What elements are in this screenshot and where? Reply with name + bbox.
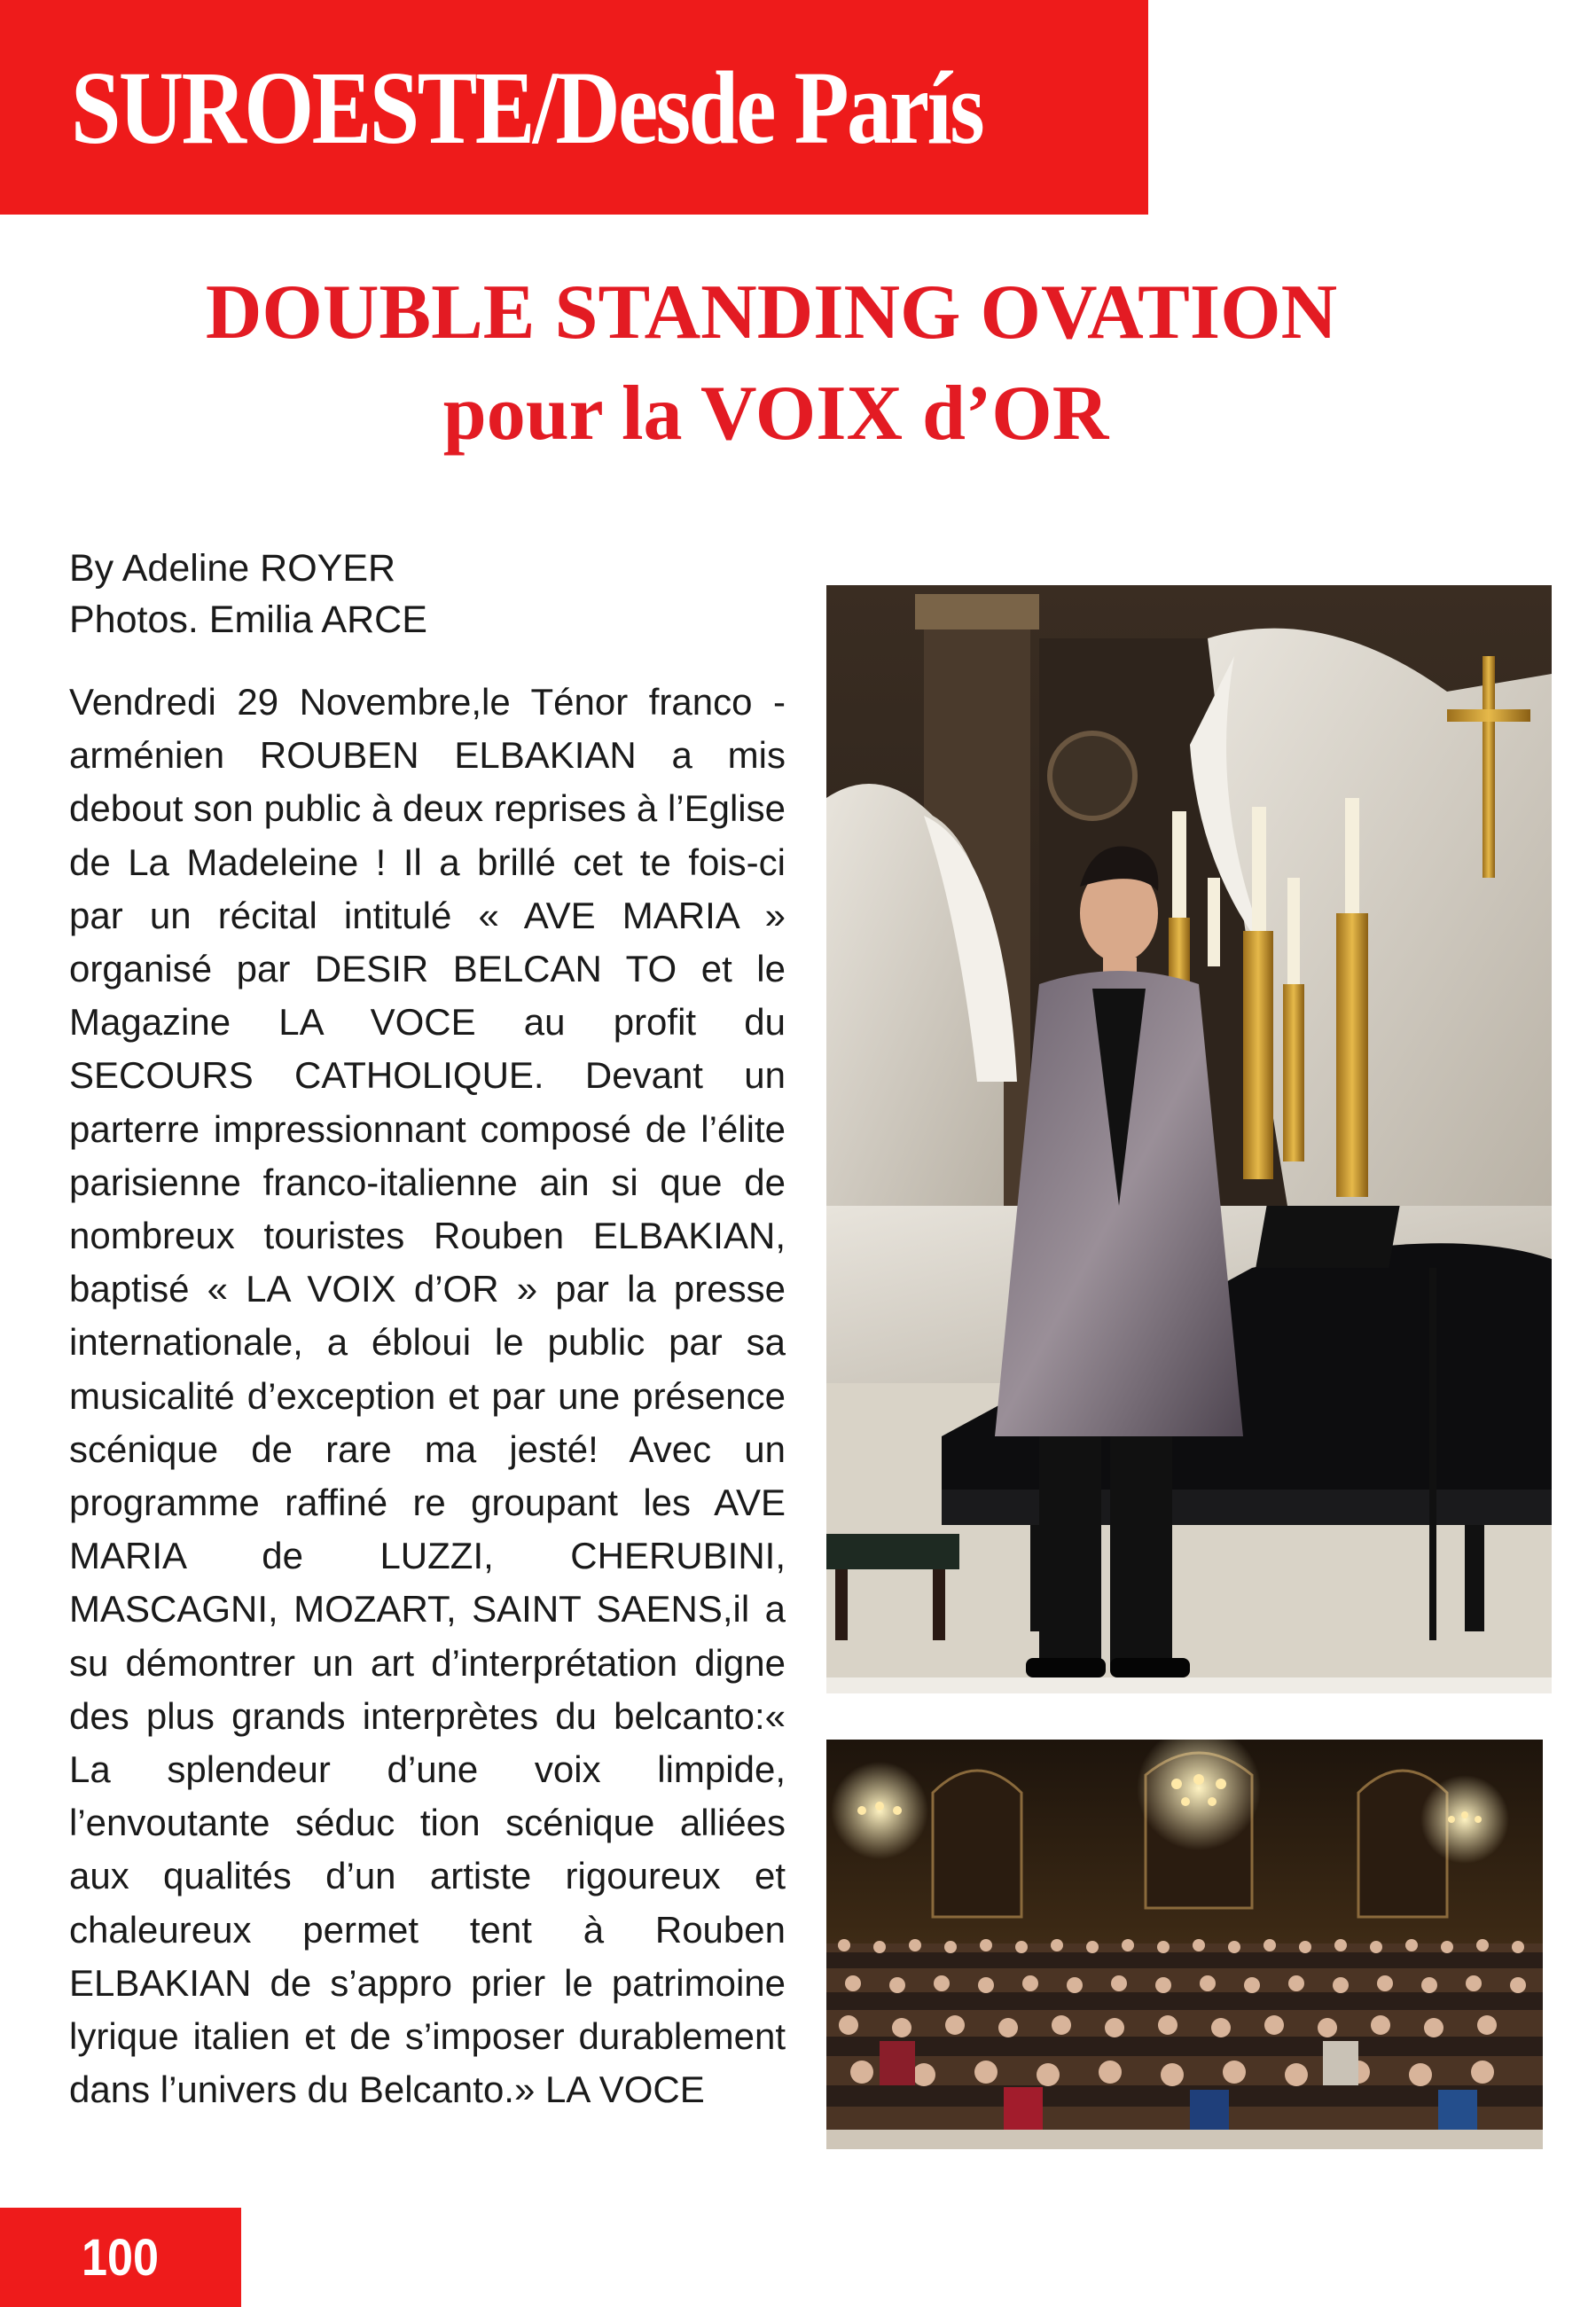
section-title: SUROESTE/Desde París bbox=[71, 50, 983, 166]
byline-author: By Adeline ROYER bbox=[69, 547, 396, 590]
photo-tenor-graphic bbox=[826, 585, 1552, 1693]
byline bbox=[69, 543, 427, 645]
byline-photographer: Photos. Emilia ARCE bbox=[69, 598, 427, 641]
article-headline bbox=[0, 270, 1543, 457]
headline-line-2: pour la VOIX d’OR bbox=[442, 371, 1109, 457]
page-number: 100 bbox=[82, 2229, 160, 2287]
photo-tenor-on-stage bbox=[826, 585, 1552, 1693]
photo-audience-graphic bbox=[826, 1740, 1543, 2149]
photo-church-audience bbox=[826, 1740, 1543, 2149]
article-body: Vendredi 29 Novembre,le Ténor franco -arménien ROUBEN ELBAKIAN a mis debout son public à deux reprises à l’Eglise de La Madeleine ! Il a brillé cet te fois-ci par un récital intitulé « AVE MARIA » organisé par DESIR BELCAN TO et le Magazine LA VOCE au profit du SECOURS CATHOLIQUE. Devant un parterre impressionnant composé de l’élite parisienne franco-italienne ain si que de nombreux touristes Rouben ELBAKIAN, baptisé « LA VOIX d’OR » par la presse internationale, a ébloui le public par sa musicalité d’exception et par une présence scénique de rare ma jesté! Avec un programme raffiné re groupant les AVE MARIA de LUZZI, CHERUBINI, MASCAGNI, MOZART, SAINT SAENS,il a su démontrer un art d’interprétation digne des plus grands interprètes du belcanto:« La splendeur d’une voix limpide, l’envoutante séduc tion scénique alliées aux qualités d’un artiste rigoureux et chaleureux permet tent à Rouben ELBAKIAN de s’appro prier le patrimoine lyrique italien et de s’imposer durablement dans l’univers du Belcanto.» LA VOCE bbox=[69, 681, 786, 2111]
headline-line-1: DOUBLE STANDING OVATION bbox=[205, 270, 1338, 356]
